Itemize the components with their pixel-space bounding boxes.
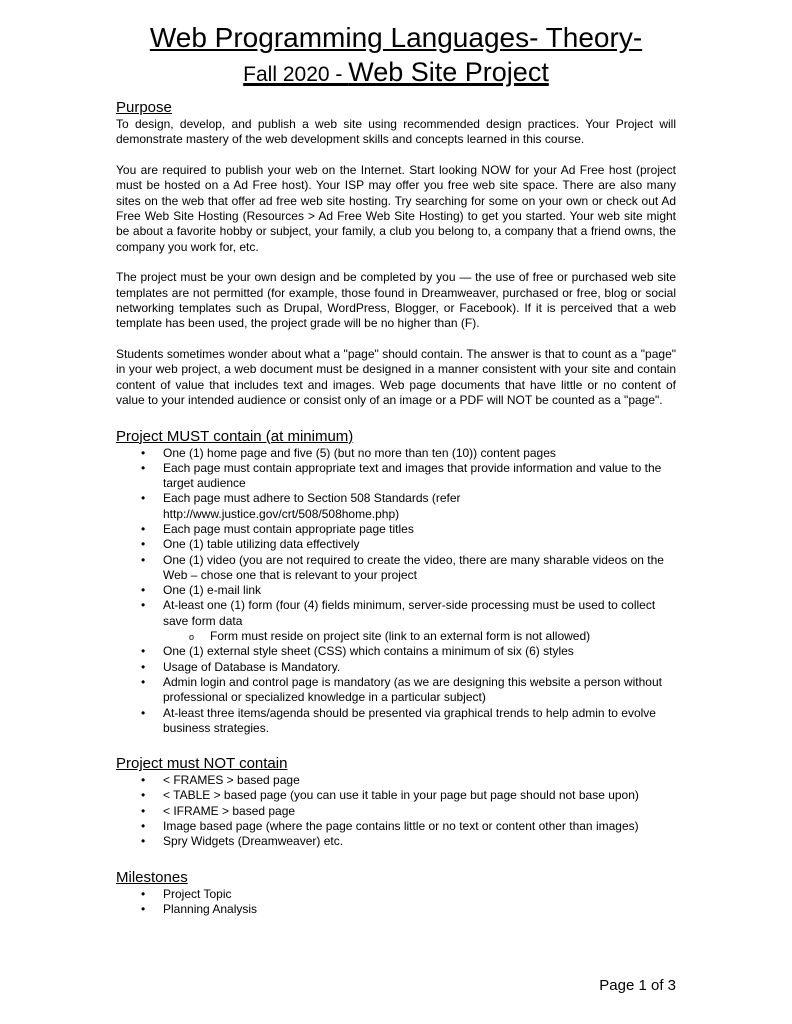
list-item: • One (1) video (you are not required to create the video, there are many sharable videos on the Web – chose one that is relevant to your project (163, 553, 676, 584)
must-contain-list-continued (116, 644, 676, 736)
document-title-line1: Web Programming Languages- Theory- (149, 22, 643, 53)
list-item: • Each page must contain appropriate text and images that provide information and value to the target audience (163, 461, 676, 492)
list-item: • At-least three items/agenda should be presented via graphical trends to help admin to evolve business strategies. (163, 706, 676, 737)
list-item: • < IFRAME > based page (163, 804, 676, 819)
list-item: • Each page must contain appropriate page titles (163, 522, 676, 537)
list-item: • Each page must adhere to Section 508 Standards (refer http://www.justice.gov/crt/508/508home.php) (163, 491, 676, 522)
must-not-contain-heading: Project must NOT contain (116, 755, 288, 773)
purpose-paragraph: You are required to publish your web on the Internet. Start looking NOW for your Ad Free host (project must be hosted on a Ad Free host). Your ISP may offer you free web site space. There are also many sites on the web that offer ad free web site hosting. Try searching for some on your own or check out Ad Free Web Site Hosting (Resources > Ad Free Web Site Hosting) to get you started. Your web site might be about a favorite hobby or subject, your family, a club you belong to, a company that a friend owns, the company you work for, etc. (116, 162, 676, 254)
list-item: • At-least one (1) form (four (4) fields minimum, server-side processing must be used to collect save form data (163, 598, 676, 629)
list-item: • Project Topic (163, 887, 676, 902)
list-subitem: o Form must reside on project site (link to an external form is not allowed) (210, 629, 676, 644)
list-item: • Admin login and control page is mandatory (as we are designing this website a person without professional or specialized knowledge in a particular subject) (163, 675, 676, 706)
must-not-contain-list (116, 773, 676, 849)
purpose-paragraph: To design, develop, and publish a web site using recommended design practices. Your Project will demonstrate mastery of the web development skills and concepts learned in this course. (116, 117, 676, 147)
list-item: • Usage of Database is Mandatory. (163, 660, 676, 675)
list-item: • Image based page (where the page contains little or no text or content other than images) (163, 819, 676, 834)
list-item: • One (1) table utilizing data effectively (163, 537, 676, 552)
list-item: • One (1) external style sheet (CSS) which contains a minimum of six (6) styles (163, 644, 676, 659)
document-page (116, 22, 676, 917)
must-contain-sublist (116, 629, 676, 644)
list-item: • < FRAMES > based page (163, 773, 676, 788)
title-main: Web Site Project (348, 57, 549, 87)
must-contain-heading: Project MUST contain (at minimum) (116, 427, 354, 445)
purpose-paragraph: Students sometimes wonder about what a "page" should contain. The answer is that to count as a "page" in your web project, a web document must be designed in a manner consistent with your site and contain content of value that includes text and images. Web page documents that have little or no content of value to your intended audience or consist only of an image or a PDF will NOT be counted as a "page". (116, 346, 676, 408)
document-title-line2 (116, 54, 676, 91)
list-item: • Spry Widgets (Dreamweaver) etc. (163, 834, 676, 849)
purpose-heading: Purpose (116, 99, 172, 116)
milestones-list (116, 887, 676, 918)
page-number: Page 1 of 3 (599, 977, 676, 994)
list-item: • < TABLE > based page (you can use it table in your page but page should not base upon) (163, 788, 676, 803)
list-item: • One (1) e-mail link (163, 583, 676, 598)
milestones-heading: Milestones (116, 868, 188, 886)
list-item: • Planning Analysis (163, 902, 676, 917)
must-contain-list (116, 446, 676, 630)
title-prefix: Fall 2020 - (243, 63, 349, 86)
list-item: • One (1) home page and five (5) (but no more than ten (10)) content pages (163, 446, 676, 461)
purpose-paragraph: The project must be your own design and be completed by you — the use of free or purchased web site templates are not permitted (for example, those found in Dreamweaver, purchased or free, blog or social networking templates such as Drupal, WordPress, Blogger, or Facebook). If it is perceived that a web template has been used, the project grade will be no higher than (F). (116, 270, 676, 331)
